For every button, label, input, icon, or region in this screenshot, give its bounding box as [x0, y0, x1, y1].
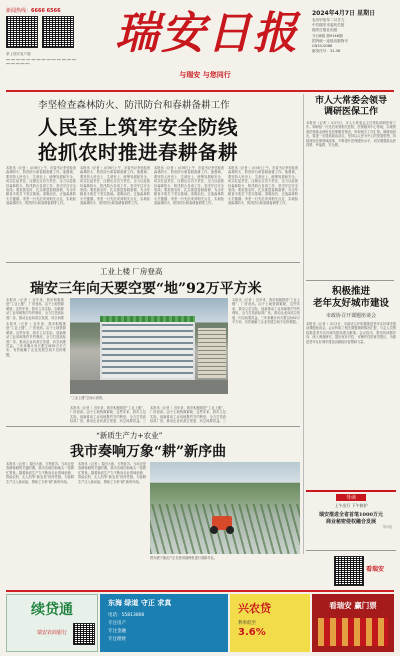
issue-date: 2024年4月7日 星期日	[312, 10, 376, 17]
guide-headline-2: 商业秘密侵权融合发展	[325, 519, 376, 525]
meta-line: 中共瑞安市委机关报	[312, 23, 345, 28]
feature-caption: “工业上楼”空间示意图。	[70, 396, 106, 400]
ad-realty-item: 专注理财	[108, 637, 126, 642]
tractor-wheel	[210, 526, 218, 534]
feature-body-left: 本报讯（记者 ）近年来，我市积极推进“工业上楼”，厂房登高。由于土地资源紧缺，这些年来，我市立足实际，创新推动工业用地集约节约利用，全力打造高标准厂房，推动企业向高空发展、向空间要效益。三年来累计向天要空间92万平方米，有效破解了企业发展空间不足的难题。	[6, 322, 66, 357]
guide-label: 导读	[336, 494, 366, 501]
ad-loan-sub: 瑞安农商银行	[36, 630, 67, 636]
lead-body-col4: 本报讯（记者 ）4月6日上午，市委书记李坚检查森林防火、防汛防台和春耕备耕工作。他强调，要坚持人民至上、生命至上，统筹发展和安全，切实扛起责任，压紧压实各方责任，全力以赴抓好森林防火、防汛防台各项工作，坚决守住安全底线；要抢抓农时，扎实推进春耕备耕，为全年粮食丰收打下坚实基础。清明前后，正值森林防火关键期。李坚一行先后来到相关点位，实地检查森林防火、防汛防台和春耕备耕等工作。	[228, 166, 298, 206]
lead-body-col1: 本报讯（记者 ）4月6日上午，市委书记李坚检查森林防火、防汛防台和春耕备耕工作。他强调，要坚持人民至上、生命至上，统筹发展和安全，切实扛起责任，压紧压实各方责任，全力以赴抓好森林防火、防汛防台各项工作，坚决守住安全底线；要抢抓农时，扎实推进春耕备耕，为全年粮食丰收打下坚实基础。清明前后，正值森林防火关键期。李坚一行先后来到相关点位，实地检查森林防火、防汛防台和春耕备耕等工作。	[6, 166, 76, 206]
sidebar-top-title-1: 市人大常委会领导	[314, 96, 387, 106]
ad-ticket-title: 看瑞安 赢门票	[329, 601, 377, 610]
feature-title[interactable]: 瑞安三年向天要空要“地”92万平方米	[30, 281, 262, 297]
feature-body-col1: 本报讯（记者 ）近年来，我市积极推进“工业上楼”，厂房登高。由于土地资源紧缺，这些年来，我市立足实际，创新推动工业用地集约节约利用，全力打造高标准厂房，推动企业向高空发展、向空间要	[6, 298, 64, 320]
section-rule	[6, 426, 300, 427]
guide-page: 第2版	[382, 525, 392, 529]
lead-body-col2: 本报讯（记者 ）4月6日上午，市委书记李坚检查森林防火、防汛防台和春耕备耕工作。他强调，要坚持人民至上、生命至上，统筹发展和安全，切实扛起责任，压紧压实各方责任，全力以赴抓好森林防火、防汛防台各项工作，坚决守住安全底线；要抢抓农时，扎实推进春耕备耕，为全年粮食丰收打下坚实基础。清明前后，正值森林防火关键期。李坚一行先后来到相关点位，实地检查森林防火、防汛防台和春耕备耕等工作。	[80, 166, 150, 206]
factory-building	[100, 320, 195, 380]
ad-realty-item: 专注房产	[108, 621, 126, 626]
section-rule	[6, 262, 300, 263]
ad-agri-loan[interactable]	[230, 594, 310, 652]
masthead-rule	[6, 90, 394, 92]
sidebar-top-story[interactable]	[306, 96, 396, 271]
sidebar-mid-title-2: 老年友好城市建设	[312, 298, 389, 309]
ad-agri-loan-title: 兴农贷	[238, 602, 271, 615]
newspaper-logo: 瑞安日报	[115, 8, 299, 59]
factory-road	[70, 380, 228, 394]
section-rule	[306, 280, 394, 281]
ad-loan[interactable]	[6, 594, 98, 652]
meta-line: CN33-0086	[312, 44, 333, 49]
ad-ticket-stripe	[318, 618, 388, 646]
feature-body-col4: 本报讯（记者 ）近年来，我市积极推进“工业上楼”，厂房登高。由于土地资源紧缺，这些年来，我市立足实际，创新推动工业用地集约节约利用，全力打造高标准厂房，推动企业向高空发展、向空间要效益。三	[150, 406, 226, 424]
ad-agri-loan-sub: 利率低至	[238, 621, 256, 626]
tractor-wheel	[226, 526, 234, 534]
meta-line: 农历甲辰年二月廿九	[312, 18, 345, 22]
ad-realty[interactable]	[100, 594, 228, 652]
agri-body-col2: 本报讯（记者 ）春回大地，万物复苏。当前正是春耕备耕的关键时期，我市各地田间地头一派繁忙景象。随着新质生产力不断向农业领域延伸，智能农机、无人机等“新农具”纷纷亮相，为春耕生产注入新动能，奏响了万象“耕”新的序曲。	[78, 462, 146, 484]
feature-kicker: 工业上楼 厂房登高	[100, 267, 163, 276]
agri-body-col1: 本报讯（记者 ）春回大地，万物复苏。当前正是春耕备耕的关键时期，我市各地田间地头一派繁忙景象。随着新质生产力不断向农业领域延伸，智能农机、无人机等“新农具”纷纷亮相，为春耕生产注入新动能，奏响了万象“耕”新的序曲。	[6, 462, 74, 484]
sidebar-mid-body: 本报讯（记者 ）4月3日，市政协召开积极推进老年友好城市建设课题座谈会。会议听取了相关课题调研情况汇报，与会人员围绕推进老年友好城市建设建言献策。会议指出，要坚持问题导向，深入调查研究，提出有针对性、可操作性的意见建议，为推进老年友好城市建设贡献政协智慧和力量。	[306, 322, 396, 344]
meta-line: 邮发代号：31-58	[312, 49, 341, 54]
ad-realty-phone: 电话：55813806	[108, 613, 145, 618]
slogan: 与瑞安 与您同行	[179, 71, 231, 79]
ad-realty-item: 专注金融	[108, 629, 126, 634]
meta-line: 今日8版 第9146期	[312, 33, 343, 38]
watch-label: 看瑞安	[366, 566, 385, 573]
ad-agri-loan-rate: 3.6%	[238, 627, 266, 638]
sidebar-top-body: 本报讯（记者 ）4月3日，市人大常委会主任带队调研医保工作。调研组一行先后来到相关医院、医保服务中心等地，实地察看医保基金使用及医保服务情况，听取相关工作汇报。调研组指出，要进一步提高政治站位，坚持以人民为中心的发展思想，持续深化医保领域改革，不断提升医保服务水平，切实增强群众获得感、幸福感、安全感。	[306, 121, 396, 148]
ad-realty-title: 东海 绿道 守正 求真	[108, 598, 172, 607]
sidebar-mid-title-1: 积极推进	[331, 286, 370, 297]
issue-meta	[312, 18, 396, 54]
qr-code-watch[interactable]	[334, 556, 364, 586]
lead-title-line2[interactable]: 抢抓农时推进春耕备耕	[38, 141, 239, 164]
meta-line: 国内统一连续出版物号	[312, 38, 348, 43]
rice-field-photo[interactable]	[150, 462, 300, 554]
ad-loan-title: 续贷通	[31, 602, 73, 618]
qr-code-ad[interactable]	[73, 623, 95, 645]
agri-kicker: “新质生产力+农业”	[96, 431, 163, 440]
guide-headline-1: 瑞安推进全省首笔1000万元	[319, 512, 383, 518]
agri-caption: 图为塘下镇农户正在使用插秧机进行春耕作业。	[150, 556, 217, 560]
column-divider	[303, 94, 304, 554]
hotline-label: 新闻热线：	[6, 8, 32, 14]
masthead-qr-caption: 掌上瑞安客户端	[6, 52, 31, 56]
factory-side-building	[198, 328, 226, 378]
lead-title-line1[interactable]: 人民至上筑牢安全防线	[38, 116, 239, 139]
qr-code-masthead-2[interactable]	[42, 16, 74, 48]
factory-photo[interactable]	[70, 298, 228, 394]
sidebar-mid-subtitle: 市政协召开课题座谈会	[325, 313, 376, 319]
feature-body-col3: 本报讯（记者 ）近年来，我市积极推进“工业上楼”，厂房登高。由于土地资源紧缺，这些年来，我市立足实际，创新推动工业用地集约节约利用，全力打造高标准厂房，推动企业向高空发展、向空间要效益。三	[70, 406, 146, 424]
meta-line: 瑞安日报社出版	[312, 28, 338, 33]
qr-code-masthead[interactable]	[6, 16, 38, 48]
feature-body-right: 本报讯（记者 ）近年来，我市积极推进“工业上楼”，厂房登高。由于土地资源紧缺，这些年来，我市立足实际，创新推动工业用地集约节约利用，全力打造高标准厂房，推动企业向高空发展、向空间要效益。三年来累计向天要空间92万平方米，有效破解了企业发展空间不足的难题。	[232, 298, 300, 325]
agri-title[interactable]: 我市奏响万象“耕”新序曲	[70, 444, 227, 460]
hotline	[6, 7, 61, 14]
guide-dept: 上午出行 下午救护	[334, 503, 368, 508]
guide-rule	[306, 550, 396, 551]
factory-roof	[100, 316, 195, 322]
masthead-left-notes: ━━ ━━ ━━ ━━ ━━ ━━ ━━ ━━ ━━ ━━ ━━ ━━ ━━ ━━ ━━ ━━ ━━ ━━ ━━	[6, 58, 76, 67]
lead-kicker: 李坚检查森林防火、防汛防台和春耕备耕工作	[38, 100, 230, 111]
ad-ticket[interactable]	[312, 594, 394, 652]
sidebar-mid-story[interactable]	[306, 286, 396, 472]
lead-body-col3: 本报讯（记者 ）4月6日上午，市委书记李坚检查森林防火、防汛防台和春耕备耕工作。他强调，要坚持人民至上、生命至上，统筹发展和安全，切实扛起责任，压紧压实各方责任，全力以赴抓好森林防火、防汛防台各项工作，坚决守住安全底线；要抢抓农时，扎实推进春耕备耕，为全年粮食丰收打下坚实基础。清明前后，正值森林防火关键期。李坚一行先后来到相关点位，实地检查森林防火、防汛防台和春耕备耕等工作。	[154, 166, 224, 206]
sidebar-top-title-2: 调研医保工作	[323, 107, 378, 117]
hotline-number: 6666 6566	[31, 8, 61, 14]
guide-box[interactable]	[306, 490, 396, 552]
ad-rule	[6, 590, 394, 592]
masthead	[0, 0, 400, 92]
